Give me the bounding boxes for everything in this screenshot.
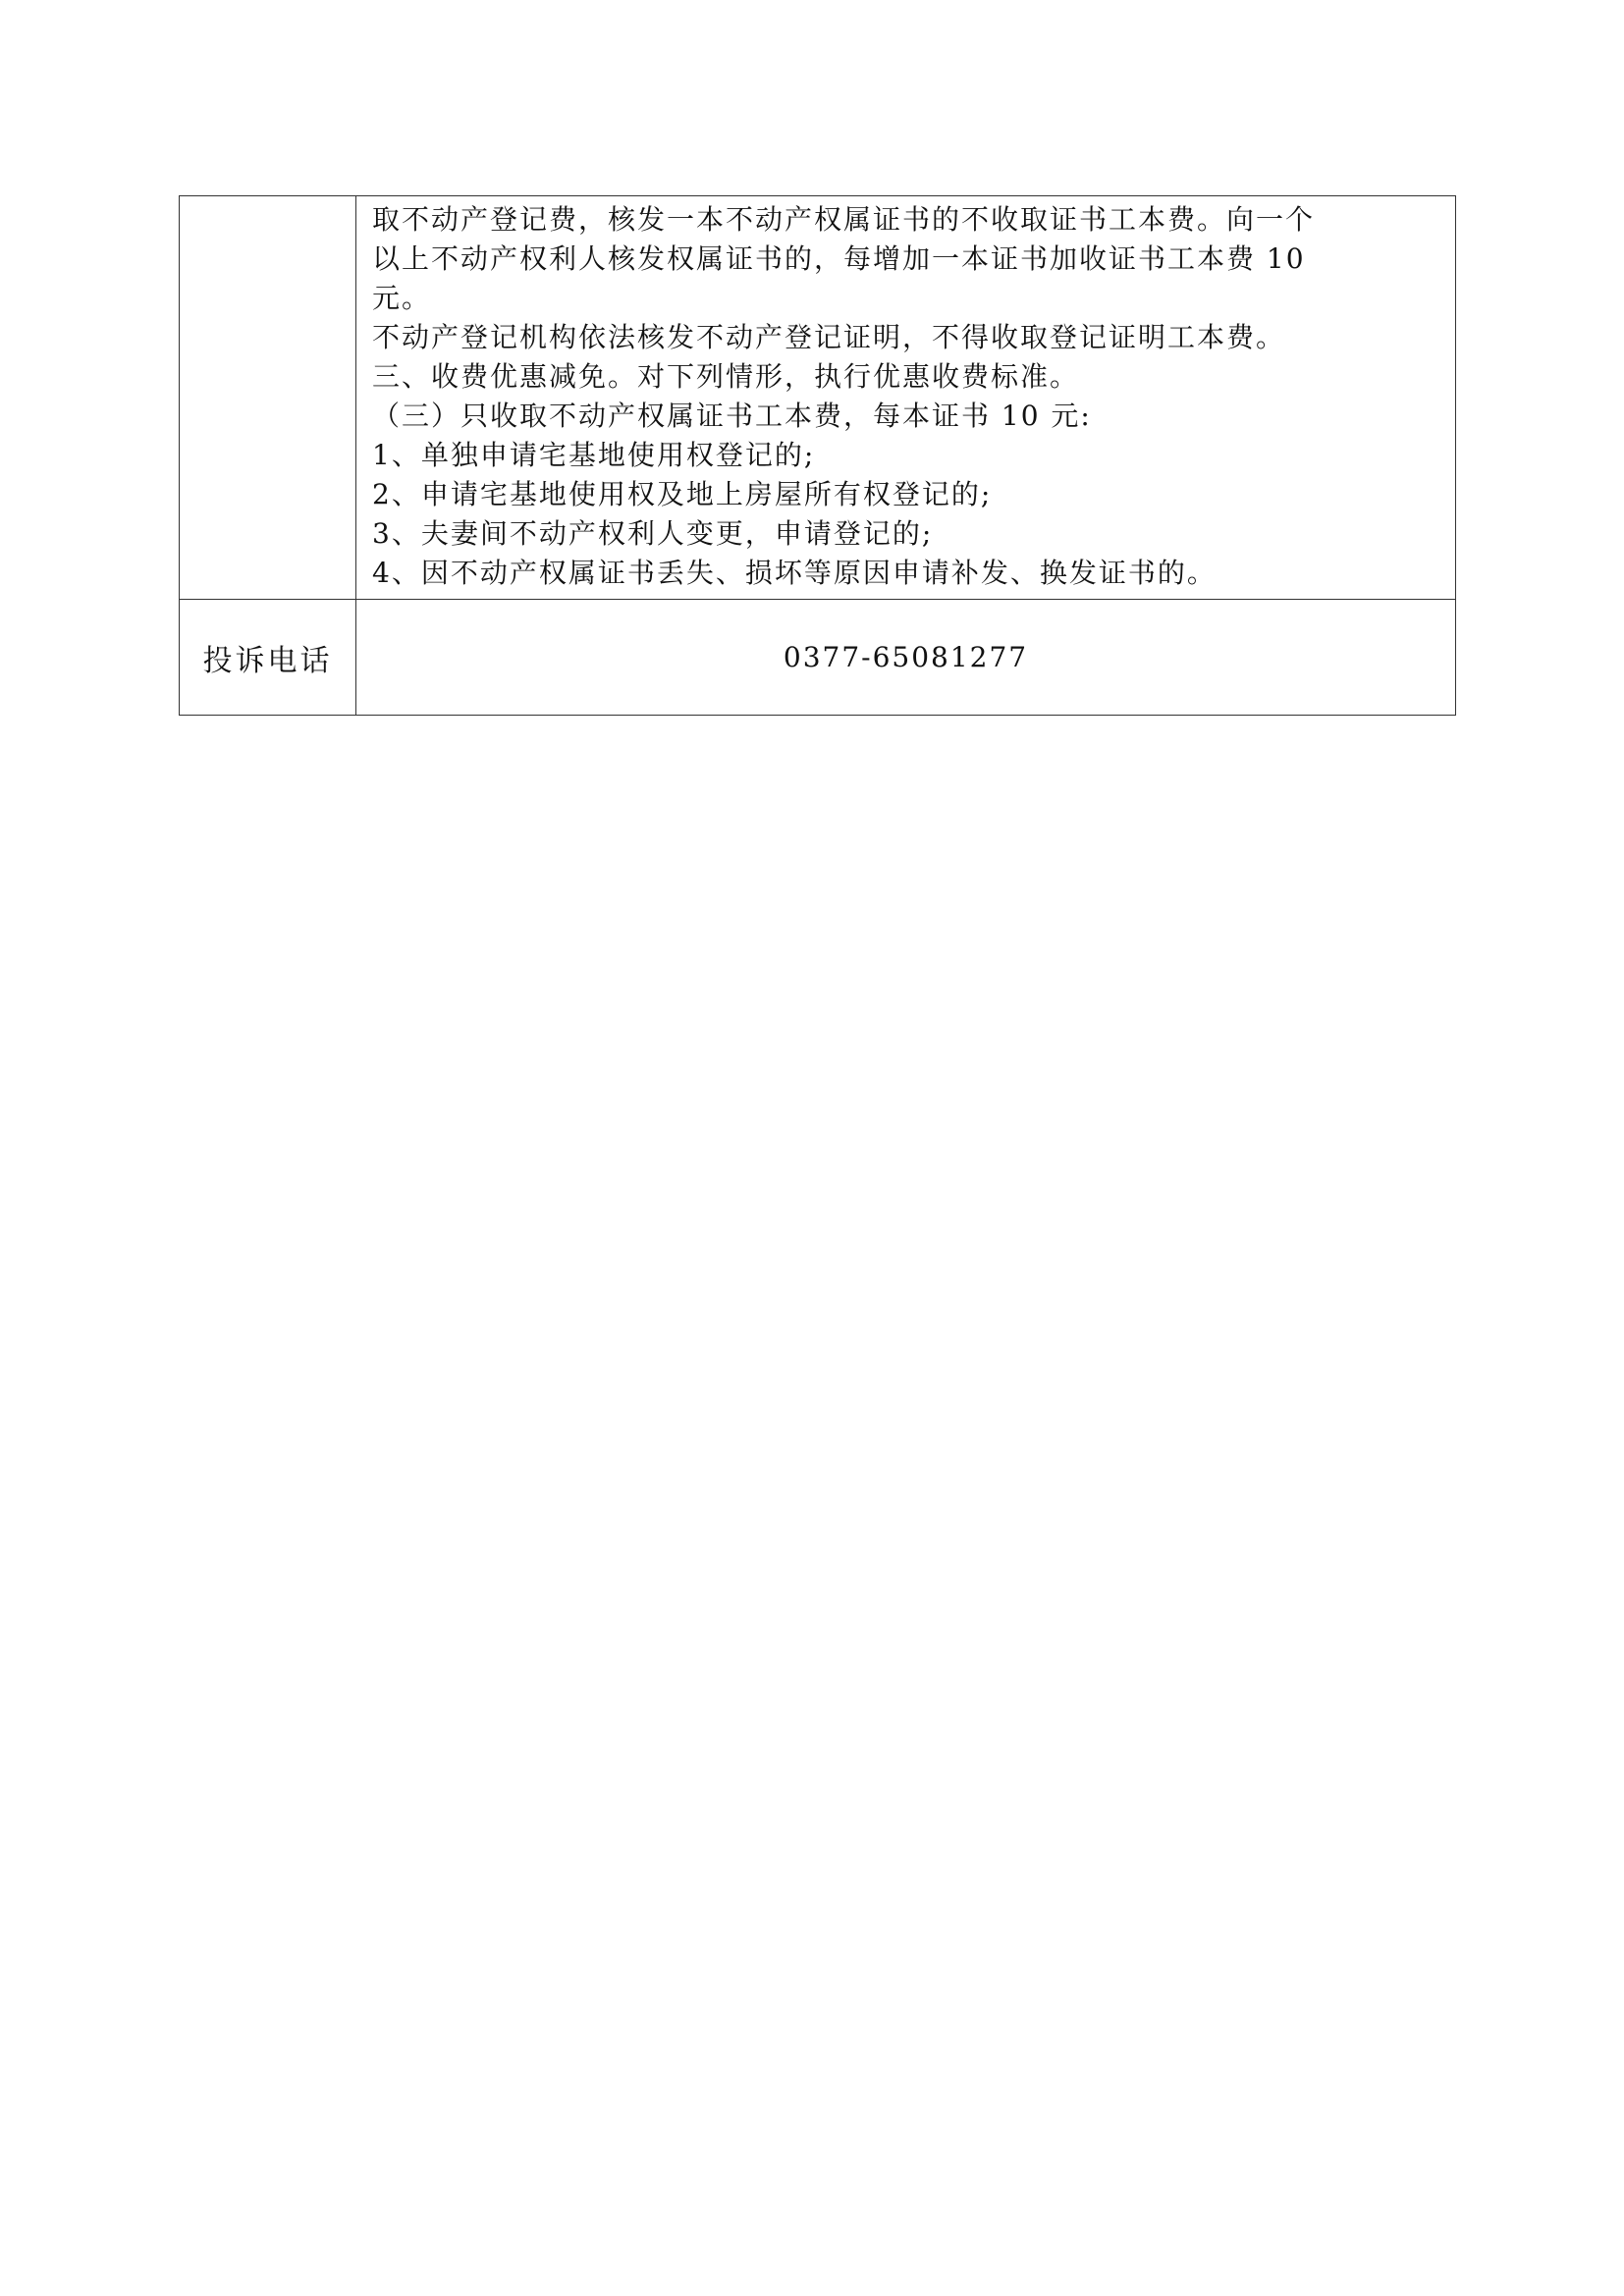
fee-text-line: 3、夫妻间不动产权利人变更，申请登记的; [372,517,934,550]
fee-text-line: 取不动产登记费，核发一本不动产权属证书的不收取证书工本费。向一个 [372,203,1316,236]
fee-text-line: 4、因不动产权属证书丢失、损坏等原因申请补发、换发证书的。 [372,557,1217,589]
complaint-phone-label: 投诉电话 [180,600,356,716]
fee-text-line: 三、收费优惠减免。对下列情形，执行优惠收费标准。 [372,360,1080,393]
fee-text-line: 不动产登记机构依法核发不动产登记证明，不得收取登记证明工本费。 [372,321,1286,353]
fee-details-label-cell [180,196,356,600]
complaint-phone-number: 0377-65081277 [356,600,1456,716]
fee-info-table [179,195,1456,716]
fee-details-row [180,196,1456,600]
complaint-phone-row [180,600,1456,716]
fee-text-line: 1、单独申请宅基地使用权登记的; [372,439,816,471]
fee-text-line: 以上不动产权利人核发权属证书的，每增加一本证书加收证书工本费 10 [372,242,1306,275]
fee-details-content-cell [356,196,1456,600]
fee-text-line: 2、申请宅基地使用权及地上房屋所有权登记的; [372,478,993,510]
fee-text-line: 元。 [372,282,432,314]
fee-text-line: （三）只收取不动产权属证书工本费，每本证书 10 元: [372,400,1092,432]
